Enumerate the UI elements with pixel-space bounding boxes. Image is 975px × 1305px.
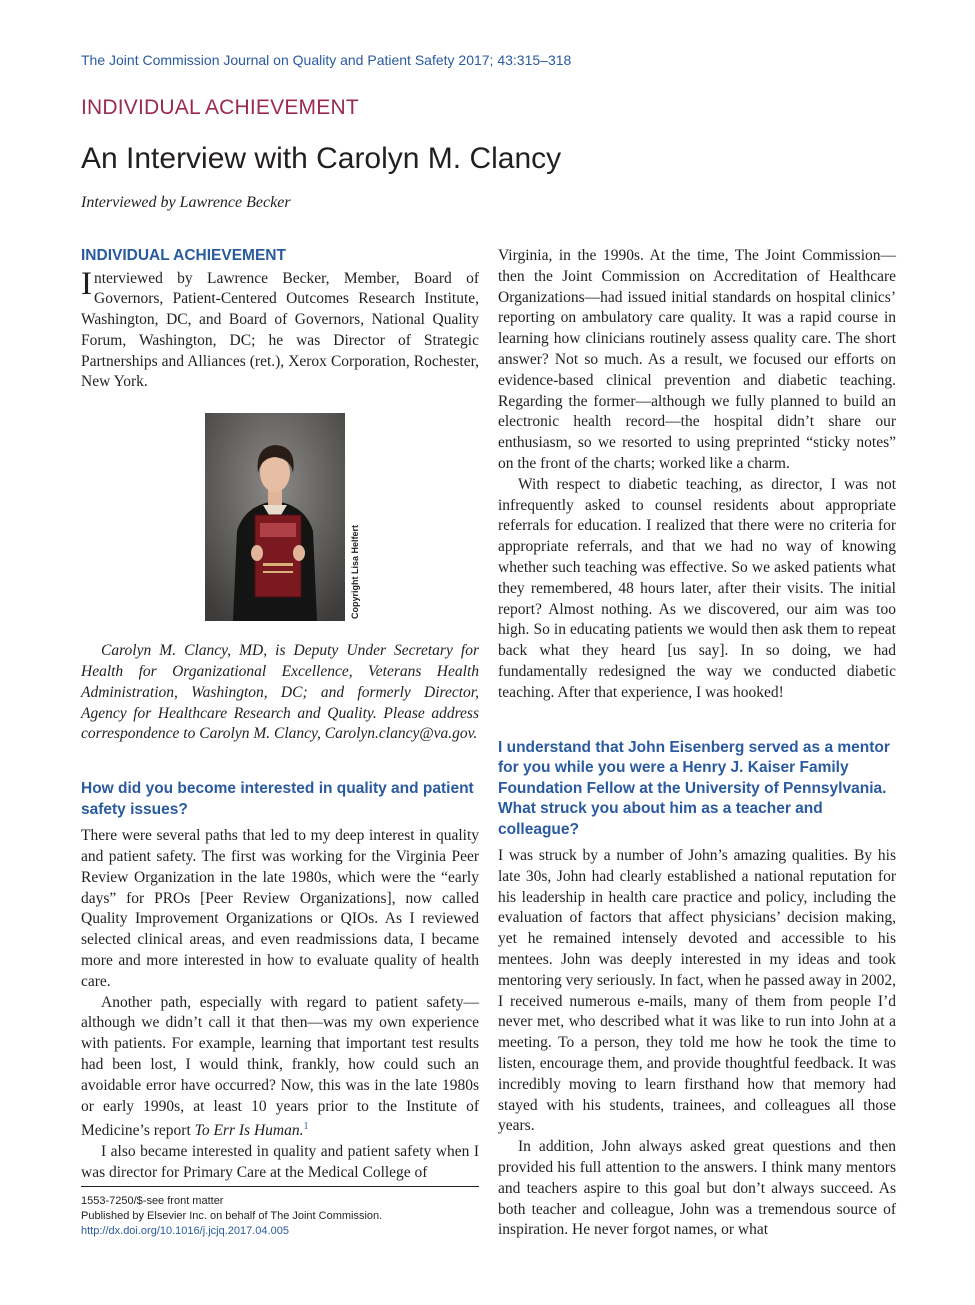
answer-paragraph: There were several paths that led to my deep interest in quality and patient safety. The first was working for the Virginia Peer Review Organization in the late 1980s, which were the “early days” for PROs [Peer Review Organizations], now called Quality Improvement Organizations or QIOs. As I reviewed selected clinical areas, and even readmissions data, I became more and more interested in how to evaluate quality of health care. (81, 827, 479, 990)
photo-credit: Copyright Lisa Helfert (350, 525, 360, 620)
footer-divider (81, 1186, 479, 1187)
answer-paragraph: In addition, John always asked great questions and then provided his full attention to the answers. I think many mentors and teachers aspire to this goal but don’t always succeed. As both teacher and colleague, John was a tremendous source of inspiration. He never forgot names, or what (498, 1138, 896, 1239)
publisher-line: Published by Elsevier Inc. on behalf of The Joint Commission. (81, 1210, 383, 1222)
report-title: To Err Is Human. (194, 1122, 304, 1140)
answer-paragraph: I was struck by a number of John’s amazing qualities. By his late 30s, John had clearly established a national reputation for his leadership in health care practice and policy, including the evaluation of factors that affect physicians’ decision making, yet he remained intensely devoted and accessible to his mentees. John was deeply interested in my ideas and took mentoring very seriously. In fact, when he passed away in 2002, I received numerous e-mails, many of them from people I’d never met, who described what it was like to run into John at a meeting. To a person, they told me how he took the time to listen, encourage them, and provide thoughtful feedback. It was incredibly moving to learn firsthand how that memory had stayed with his students, trainees, and colleagues all those years. (498, 847, 897, 1135)
answer-paragraph (81, 993, 479, 1143)
article-title: An Interview with Carolyn M. Clancy (81, 142, 562, 175)
author-caption: Carolyn M. Clancy, MD, is Deputy Under Secretary for Health for Organizational Excellence, Veterans Health Administration, Washington, DC; and formerly Director, Agency for Healthcare Research and Quality. Please address correspondence to Carolyn M. Clancy, Carolyn.clancy@va.gov. (81, 642, 479, 743)
intro-paragraph (81, 265, 479, 394)
column-section-heading: INDIVIDUAL ACHIEVEMENT (81, 247, 286, 264)
footer (81, 1194, 382, 1239)
drop-cap: I (81, 265, 92, 302)
byline: Interviewed by Lawrence Becker (81, 194, 291, 211)
reference-link[interactable]: 1 (303, 1121, 309, 1133)
portrait-photo (205, 413, 345, 621)
intro-text: nterviewed by Lawrence Becker, Member, Board of Governors, Patient-Centered Outcomes Research Institute, Washington, DC, and Board of Governors, National Quality Forum, Washington, DC; he was Director of Strategic Partnerships and Alliances (ret.), Xerox Corporation, Rochester, New York. (81, 269, 479, 391)
answer-paragraph: With respect to diabetic teaching, as director, I was not infrequently asked to counsel residents about appropriate referrals for education. I realized that there were no criteria for appropriate referrals, and that we had no way of knowing whether such teaching was effective. So we asked patients what they remembered, 48 hours later, after their visits. The initial report? Almost nothing. As we discovered, our aim was too high. So in educating patients we would then ask them to repeat back what they heard [us say]. In so doing, we had fundamentally redesigned the way we conducted diabetic teaching. After that experience, I was hooked! (498, 475, 896, 701)
portrait-figure (205, 413, 360, 621)
answer-paragraph: Virginia, in the 1990s. At the time, The Joint Commission—then the Joint Commission on Accreditation of Healthcare Organizations—had issued initial standards on hospital clinics’ reporting on ambulatory care quality. It was a rapid course in learning how clinicians routinely assess quality care. The short answer? Not so much. As a result, we focused our efforts on evidence-based clinical prevention and diabetic teaching. Regarding the former—although we fully planned to build an electronic health record—the hospital didn’t share our enthusiasm, so we resorted to using preprinted “sticky notes” on the front of the charts; worked like a charm. (498, 247, 896, 472)
doi-link[interactable]: http://dx.doi.org/10.1016/j.jcjq.2017.04.005 (81, 1225, 289, 1237)
answer-paragraph: I also became interested in quality and patient safety when I was director for Primary Care at the Medical College of (81, 1143, 479, 1182)
paragraph-text: Another path, especially with regard to patient safety—although we didn’t call it that then—was my own experience with patients. For example, learning that important test results had been lost, I would think, frankly, how could such an avoidable error have occurred? Now, this was in the late 1980s or early 1990s, at least 10 years prior to the Institute of Medicine’s report (81, 993, 479, 1140)
left-column (81, 246, 479, 1184)
journal-header: The Joint Commission Journal on Quality and Patient Safety 2017; 43:315–318 (81, 52, 572, 68)
question-heading: I understand that John Eisenberg served as a mentor for you while you were a Henry J. Kaiser Family Foundation Fellow at the University of Pennsylvania. What struck you about him as a teacher and colleague? (498, 738, 890, 838)
right-column (498, 246, 896, 1241)
section-label: INDIVIDUAL ACHIEVEMENT (81, 96, 359, 119)
issn-line: 1553-7250/$-see front matter (81, 1195, 224, 1207)
question-heading: How did you become interested in quality and patient safety issues? (81, 780, 474, 818)
